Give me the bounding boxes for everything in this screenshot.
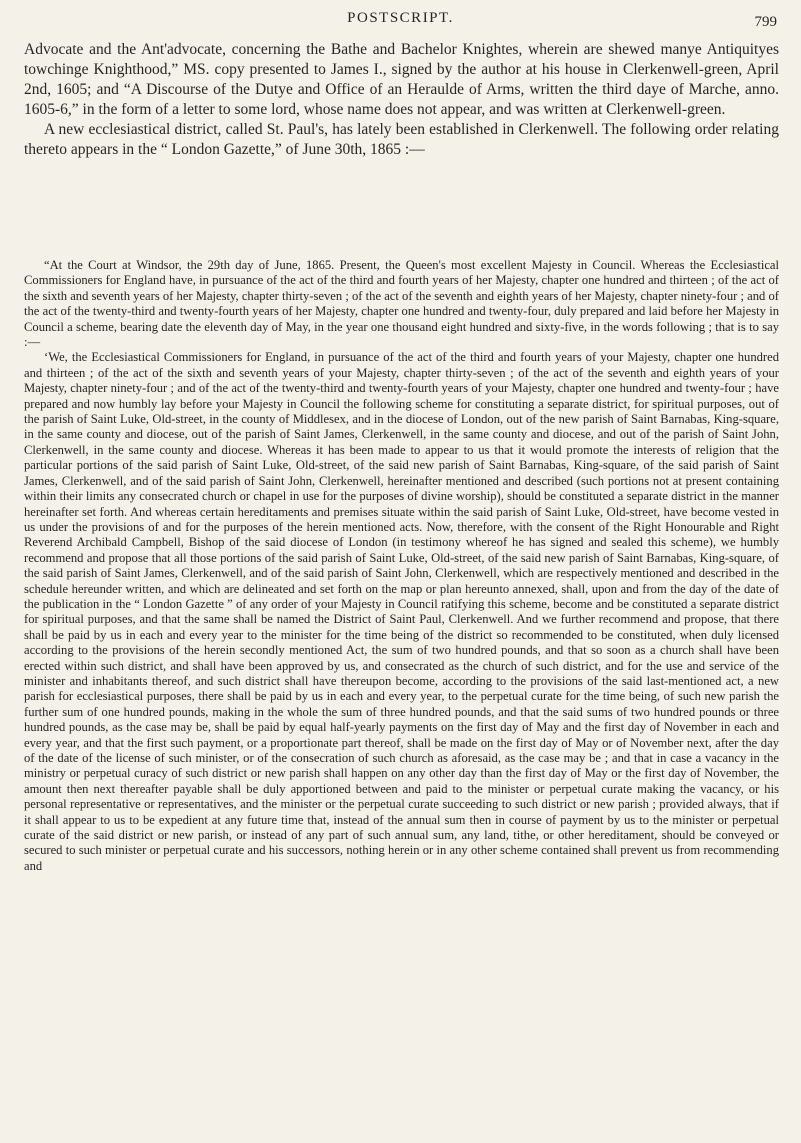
- quoted-order: [24, 258, 779, 874]
- page-number: 799: [754, 14, 777, 30]
- paragraph-continuation: Advocate and the Ant'advocate, concerning the Bathe and Bachelor Knightes, wherein are shewed manye Antiquityes towchinge Knighthood,” MS. copy presented to James I., signed by the author at his house in Clerkenwell-green, April 2nd, 1605; and “A Discourse of the Dutye and Office of an Heraulde of Arms, written the third daye of Marche, anno. 1605-6,” in the form of a letter to some lord, whose name does not appear, and was written at Clerkenwell-green.: [24, 41, 779, 118]
- quoted-scheme-text: ‘We, the Ecclesiastical Commissioners for England, in pursuance of the act of the third and fourth years of your Majesty, chapter one hundred and thirteen ; of the act of the sixth and seventh years of your Majesty, chapter thirty-seven ; of the act of the seventh and eighth years of your Majesty, chapter ninety-four ; and of the act of the twenty-third and twenty-fourth years of your Majesty, chapter one hundred and twenty-four ; have prepared and now humbly lay before your Majesty in Council the following scheme for constituting a separate district, for spiritual purposes, out of the parish of Saint Luke, Old-street, in the county of Middlesex, and in the diocese of London, out of the new parish of Saint Barnabas, King-square, in the same county and diocese, out of the parish of Saint James, Clerkenwell, in the same county and diocese, and out of the parish of Saint John, Clerkenwell, in the same county and diocese. Whereas it has been made to appear to us that it would promote the interests of religion that the particular portions of the said parish of Saint Luke, Old-street, of the said new parish of Saint Barnabas, King-square, of the said parish of Saint James, Clerkenwell, and of the said parish of Saint John, Clerkenwell, hereinafter mentioned and described (such portions not at present containing within their limits any consecrated church or chapel in use for the purposes of divine worship), should be constituted a separate district in the manner hereinafter set forth. And whereas certain hereditaments and premises situate within the said parish of Saint Luke, Old-street, have become vested in us under the provisions of and for the purposes of the herein mentioned acts. Now, therefore, with the consent of the Right Honourable and Right Reverend Archibald Campbell, Bishop of the said diocese of London (in testimony whereof he has signed and sealed this scheme), we humbly recommend and propose that all those portions of the said parish of Saint Luke, Old-street, of the said new parish of Saint Barnabas, King-square, of the said parish of Saint James, Clerkenwell, and of the said parish of Saint John, Clerkenwell, which are respectively mentioned and described in the schedule hereunder written, and which are delineated and set forth on the map or plan hereunto annexed, shall, upon and from the day of the date of the publication in the “ London Gazette ” of any order of your Majesty in Council ratifying this scheme, become and be constituted a separate district for spiritual purposes, and that the same shall be named the District of Saint Paul, Clerkenwell. And we further recommend and propose, that there shall be paid by us in each and every year to the minister for the time being of the district so recommended to be constituted, when duly licensed according to the provisions of the herein secondly mentioned Act, the sum of two hundred pounds, and that so soon as a church shall have been erected within such district, and shall have been approved by us, and consecrated as the church of such district, and for the use and service of the minister and inhabitants thereof, and such district shall have thereupon become, according to the provisions of the said last-mentioned act, a new parish for ecclesiastical purposes, there shall be paid by us in each and every year, to the perpetual curate for the time being, of such new parish the further sum of one hundred pounds, making in the whole the sum of three hundred pounds, and that the said sums of two hundred pounds or three hundred pounds, as the case may be, shall be paid by equal half-yearly payments on the first day of May and the first day of November in each and every year, and that the first such payment, or a proportionate part thereof, shall be made on the first day of May or of November next, after the day of the date of the license of such minister, or of the consecration of such church as aforesaid, as the case may be ; and that in case a vacancy in the ministry or perpetual curacy of such district or new parish shall happen on any other day than the first day of May or the first day of November, the amount then next thereafter payable shall be duly apportioned between and paid to the minister or perpetual curate making the vacancy, or his personal representative or representatives, and the minister or the perpetual curate succeeding to such district or new parish ; provided always, that if it shall appear to us to be expedient at any future time that, instead of the annual sum then in course of payment by us to the minister or perpetual curate of the said district or new parish, or instead of any part of such annual sum, any land, tithe, or other hereditament, should be conveyed or secured to such minister or perpetual curate and his successors, nothing herein or in any other scheme contained shall prevent us from recommending and: [24, 350, 779, 873]
- paragraph-st-pauls-district: A new ecclesiastical district, called St. Paul's, has lately been established in Clerkenwell. The following order relating thereto appears in the “ London Gazette,” of June 30th, 1865 :—: [24, 121, 779, 158]
- running-head: [0, 8, 801, 32]
- running-head-title: POSTSCRIPT.: [347, 10, 454, 26]
- main-text: [24, 40, 779, 160]
- quoted-order-preamble: “At the Court at Windsor, the 29th day of June, 1865. Present, the Queen's most excellent Majesty in Council. Whereas the Ecclesiastical Commissioners for England have, in pursuance of the act of the third and fourth years of her Majesty, chapter one hundred and thirteen ; of the act of the sixth and seventh years of her Majesty, chapter thirty-seven ; of the act of the seventh and eighth years of her Majesty, chapter ninety-four ; and of the act of the twenty-third and twenty-fourth years of her Majesty, chapter one hundred and twenty-four, duly prepared and laid before her Majesty in Council a scheme, bearing date the eleventh day of May, in the year one thousand eight hundred and sixty-five, in the words following ; that is to say :—: [24, 258, 779, 350]
